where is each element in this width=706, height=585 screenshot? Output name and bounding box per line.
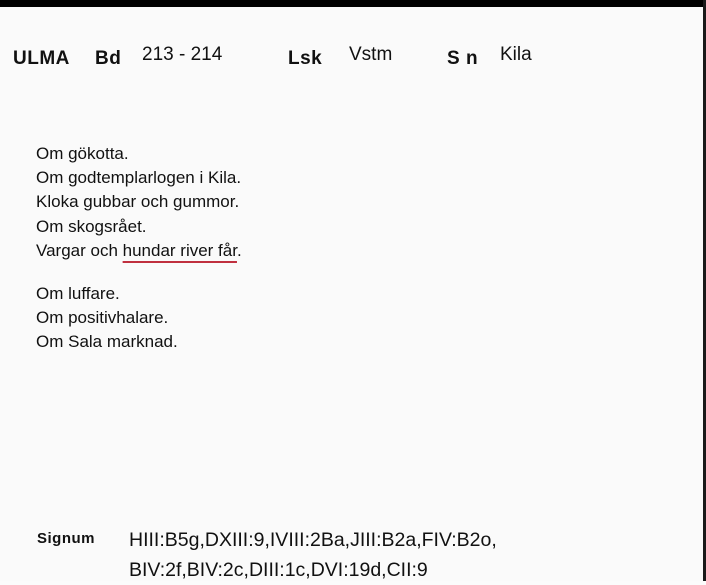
underlined-phrase: hundar river får [122,240,237,260]
title-line: Om godtemplarlogen i Kila. [36,168,242,188]
title-line: Om skogsrået. [36,216,147,236]
title-line: Om luffare. [36,284,120,304]
vargar-prefix: Vargar och [36,240,123,260]
signum-codes [129,525,689,585]
title-line: Om positivhalare. [36,308,169,328]
sn-value: Kila [500,44,532,65]
vargar-suffix: . [236,240,242,260]
bd-value: 213 - 214 [142,44,223,65]
sn-label: S n [447,48,479,69]
lsk-label: Lsk [288,48,323,69]
title-list [36,142,242,355]
ulma-label: ULMA [13,48,70,69]
top-border [0,0,706,7]
lsk-value: Vstm [349,44,393,65]
title-line: Om gökotta. [36,144,129,163]
signum-label: Signum [37,530,95,547]
bd-label: Bd [95,48,122,69]
title-line-vargar [36,239,242,263]
signum-line-1: HIII:B5g,DXIII:9,IVIII:2Ba,JIII:B2a,FIV:B2o, [129,529,497,551]
title-line: Kloka gubbar och gummor. [36,192,240,212]
title-line: Om Sala marknad. [36,332,178,352]
signum-line-2: BIV:2f,BIV:2c,DIII:1c,DVI:19d,CII:9 [129,559,428,581]
